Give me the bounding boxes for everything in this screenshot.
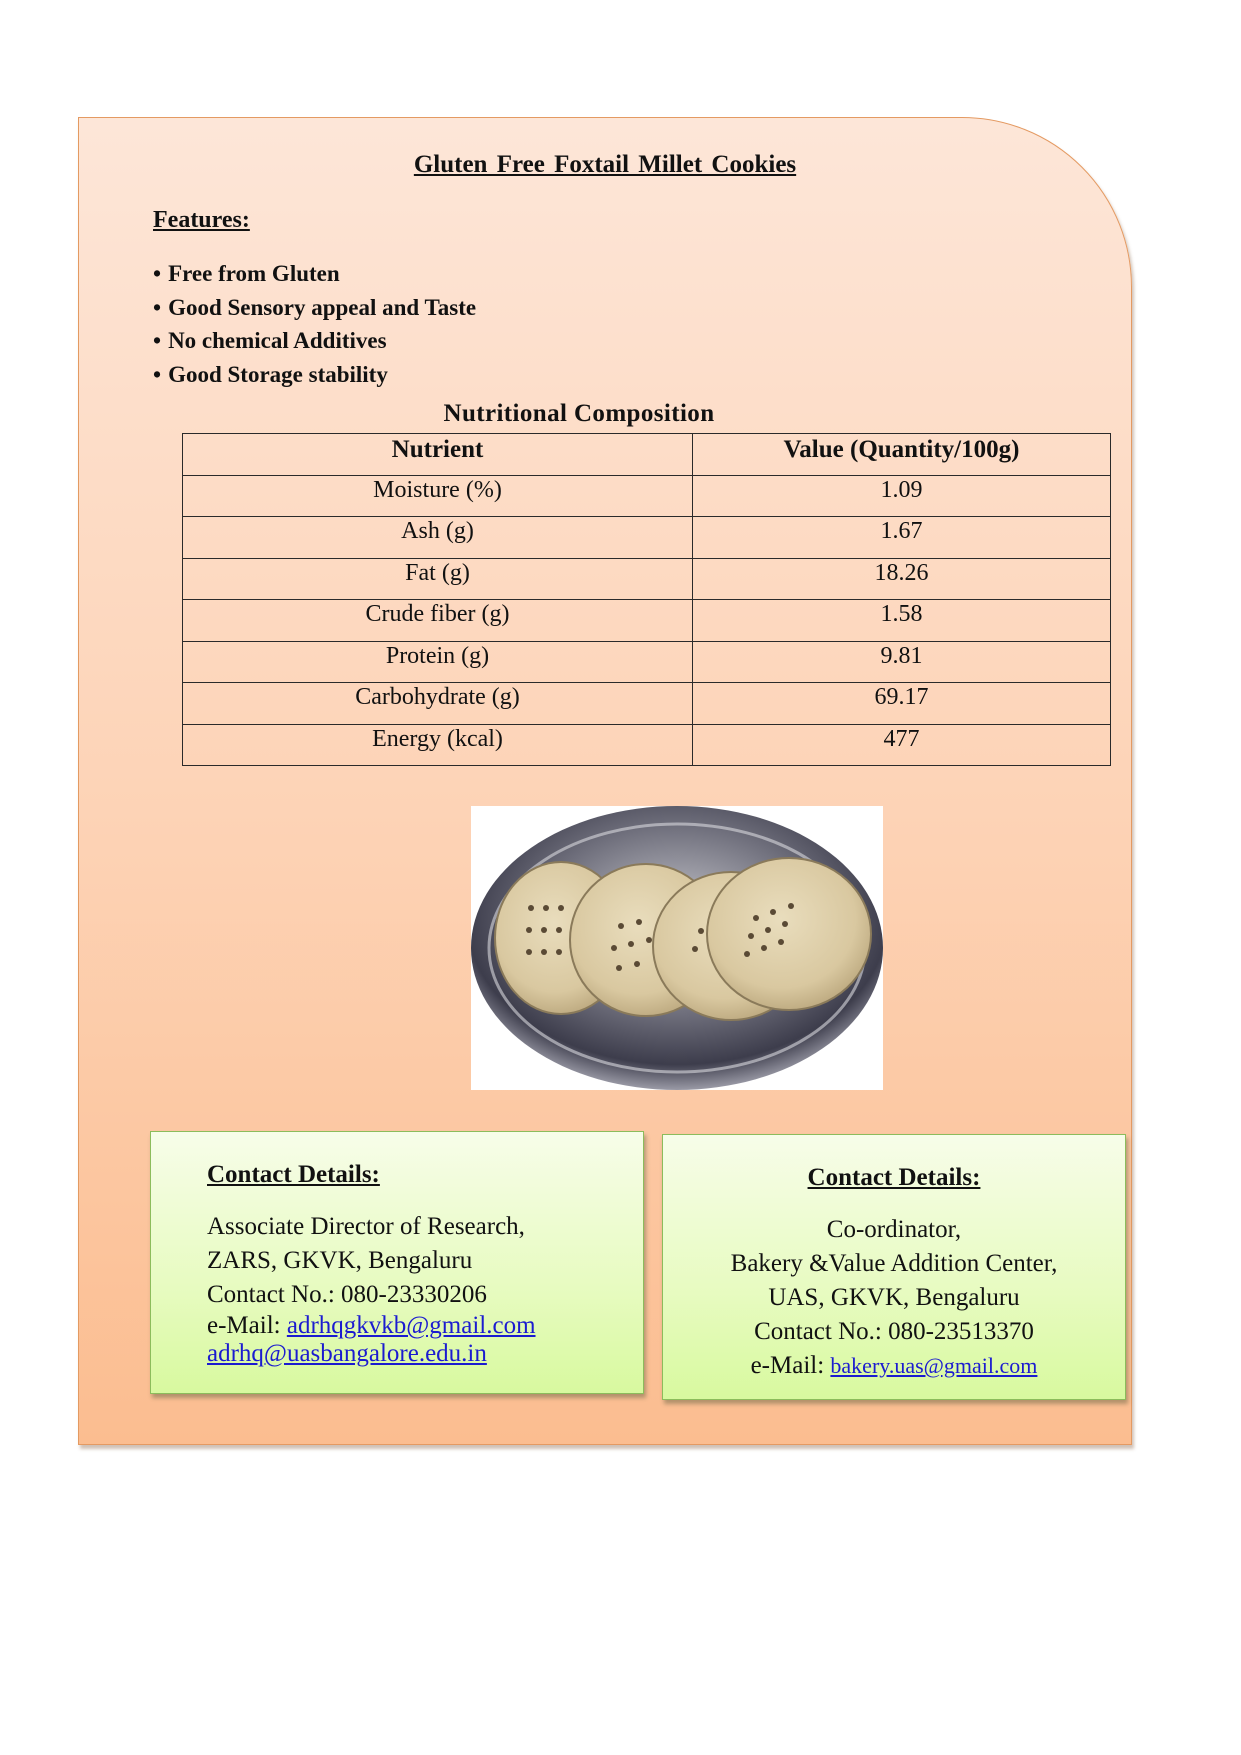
feature-item: • Good Sensory appeal and Taste — [153, 291, 476, 325]
contact-heading: Contact Details: — [207, 1161, 380, 1188]
table-header-row — [183, 434, 1111, 476]
nutrient-value: 1.58 — [693, 600, 1111, 642]
nutrient-name: Fat (g) — [183, 558, 693, 600]
nutrient-value: 1.09 — [693, 475, 1111, 517]
nutrient-name: Carbohydrate (g) — [183, 683, 693, 725]
email-label: e-Mail: — [207, 1312, 287, 1339]
nutrition-title: Nutritional Composition — [443, 400, 715, 427]
email-link[interactable]: adrhqgkvkb@gmail.com — [286, 1312, 536, 1339]
table-row — [183, 683, 1111, 725]
feature-item: • No chemical Additives — [153, 324, 476, 358]
contact-card-bakery — [662, 1134, 1126, 1400]
product-title: Gluten Free Foxtail Millet Cookies — [413, 151, 797, 178]
table-row — [183, 558, 1111, 600]
table-row — [183, 517, 1111, 559]
features-list — [153, 257, 476, 391]
contact-email-line — [663, 1349, 1125, 1383]
nutrient-name: Moisture (%) — [183, 475, 693, 517]
nutrition-table — [182, 433, 1111, 766]
header-nutrient: Nutrient — [183, 434, 693, 476]
cookies-on-plate-image — [471, 806, 883, 1090]
cookies-photo — [471, 806, 883, 1090]
nutrient-name: Ash (g) — [183, 517, 693, 559]
table-row — [183, 641, 1111, 683]
header-value: Value (Quantity/100g) — [693, 434, 1111, 476]
nutrient-value: 69.17 — [693, 683, 1111, 725]
contact-line: ZARS, GKVK, Bengaluru — [207, 1247, 473, 1274]
contact-email-line-2 — [207, 1340, 643, 1368]
email-link[interactable]: bakery.uas@gmail.com — [830, 1353, 1038, 1378]
table-row — [183, 600, 1111, 642]
nutrient-value: 18.26 — [693, 558, 1111, 600]
table-row — [183, 475, 1111, 517]
product-card — [78, 117, 1132, 1445]
contact-line: UAS, GKVK, Bengaluru — [768, 1284, 1020, 1311]
email-link-2[interactable]: adrhq@uasbangalore.edu.in — [207, 1340, 487, 1367]
email-label: e-Mail: — [750, 1352, 831, 1379]
contact-card-research — [150, 1131, 644, 1394]
contact-phone: Contact No.: 080-23513370 — [754, 1318, 1034, 1345]
nutrient-name: Energy (kcal) — [183, 724, 693, 766]
features-heading: Features: — [153, 207, 250, 233]
contact-line: Co-ordinator, — [826, 1216, 962, 1243]
nutrient-name: Crude fiber (g) — [183, 600, 693, 642]
contact-email-line — [207, 1312, 643, 1340]
contact-line: Bakery &Value Addition Center, — [730, 1250, 1058, 1277]
nutrient-value: 477 — [693, 724, 1111, 766]
nutrient-value: 9.81 — [693, 641, 1111, 683]
contact-heading: Contact Details: — [807, 1164, 981, 1191]
feature-item: • Free from Gluten — [153, 257, 476, 291]
contact-line: Associate Director of Research, — [207, 1213, 525, 1240]
feature-item: • Good Storage stability — [153, 358, 476, 392]
table-row — [183, 724, 1111, 766]
nutrient-value: 1.67 — [693, 517, 1111, 559]
nutrient-name: Protein (g) — [183, 641, 693, 683]
contact-phone: Contact No.: 080-23330206 — [207, 1281, 487, 1308]
